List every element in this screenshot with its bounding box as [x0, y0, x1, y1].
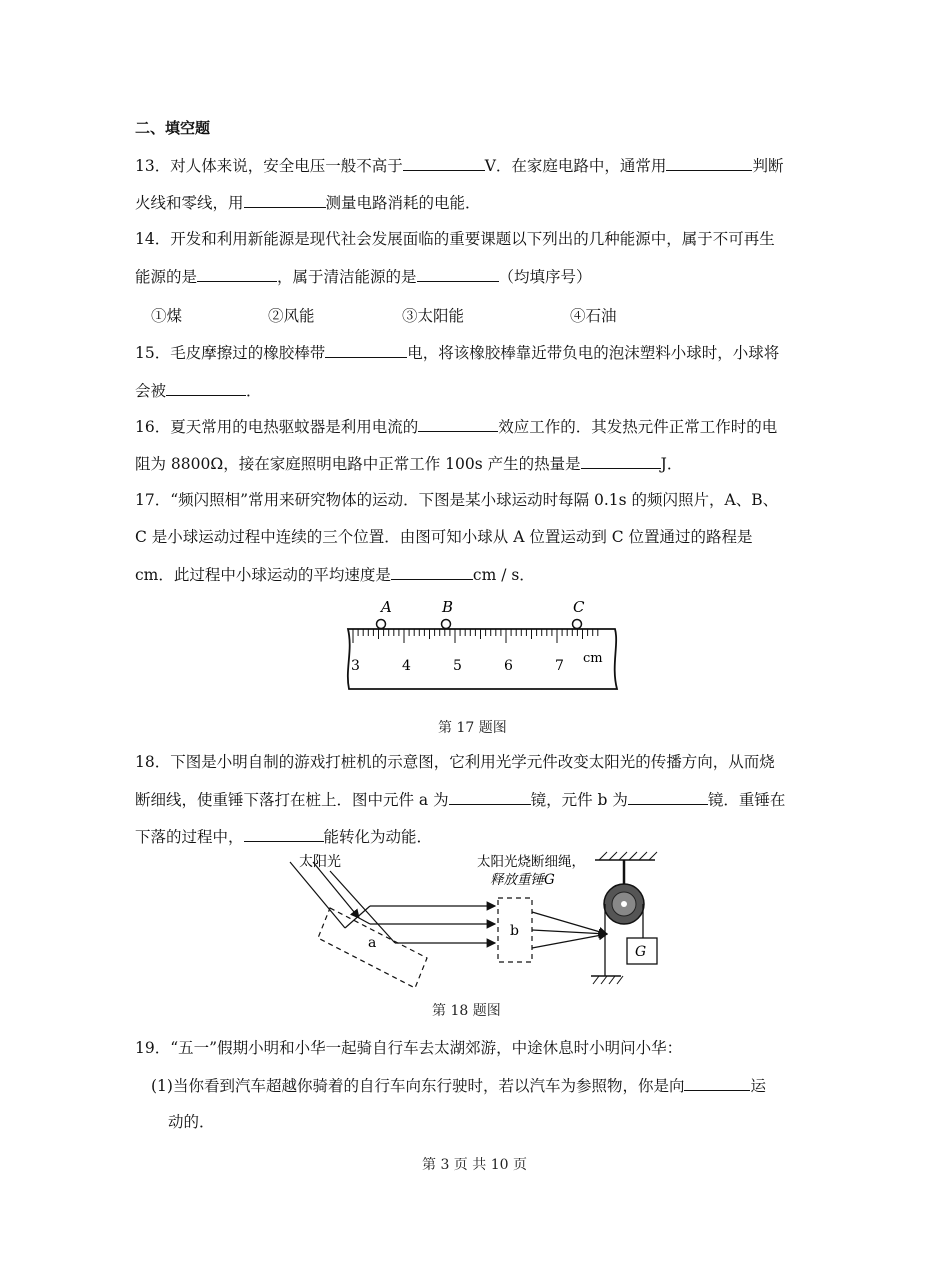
- q15-line-1: [135, 342, 779, 363]
- tick-label-4: 4: [402, 658, 411, 674]
- q14-blank-2[interactable]: [417, 266, 499, 282]
- q17-text-3b: cm / s．: [472, 566, 535, 584]
- q17-line-1: 17．“频闪照相”常用来研究物体的运动．下图是某小球运动时每隔 0.1s 的频闪照片，A、B、: [135, 491, 779, 509]
- q16-text-1b: 效应工作的．其发热元件正常工作时的电: [498, 418, 778, 436]
- q14-option-4: ④石油: [570, 307, 617, 325]
- q19-text-2a: (1)当你看到汽车超越你骑着的自行车向东行驶时，若以汽车为参照物，你是向: [151, 1077, 685, 1095]
- converge-ray-3: [532, 934, 607, 948]
- q14-text-2a: 能源的是: [135, 268, 198, 286]
- q19-line-3: 动的．: [168, 1113, 215, 1131]
- q19-blank-1[interactable]: [684, 1075, 750, 1091]
- q16-blank-1[interactable]: [418, 416, 498, 432]
- q13-text-2b: 测量电路消耗的电能．: [325, 194, 481, 212]
- q13-blank-3[interactable]: [244, 192, 326, 208]
- q13-text-2a: 火线和零线，用: [135, 194, 244, 212]
- incoming-ray-2: [313, 862, 359, 918]
- q17-line-2: C 是小球运动过程中连续的三个位置．由图可知小球从 A 位置运动到 C 位置通过的路程是: [135, 528, 753, 546]
- q15-text-2b: ．: [246, 382, 262, 400]
- ball-b: [442, 620, 451, 629]
- q15-blank-2[interactable]: [166, 380, 246, 396]
- q14-option-2: ②风能: [268, 307, 315, 325]
- q13-text-1a: 13．对人体来说，安全电压一般不高于: [135, 157, 403, 175]
- q14-blank-1[interactable]: [197, 266, 277, 282]
- q18-text-2b: 镜，元件 b 为: [530, 791, 628, 809]
- q18-line-3: [135, 826, 432, 847]
- q18-line-1: 18．下图是小明自制的游戏打桩机的示意图，它利用光学元件改变太阳光的传播方向，从而烧: [135, 753, 775, 771]
- q16-text-2a: 阻为 8800Ω，接在家庭照明电路中正常工作 100s 产生的热量是: [135, 455, 581, 473]
- q19-text-2b: 运: [750, 1077, 766, 1095]
- tick-label-3: 3: [351, 658, 360, 674]
- q15-blank-1[interactable]: [325, 342, 407, 358]
- ground-hatch: [593, 976, 623, 984]
- q16-text-2b: J．: [660, 455, 683, 473]
- q16-line-1: [135, 416, 777, 437]
- ruler-figure: [335, 596, 625, 701]
- tick-label-6: 6: [504, 658, 513, 674]
- q14-text-2c: （均填序号）: [498, 268, 592, 286]
- q15-text-1a: 15．毛皮摩擦过的橡胶棒带: [135, 344, 326, 362]
- incoming-ray-1: [290, 862, 345, 928]
- figure-17-caption: 第 17 题图: [438, 720, 507, 736]
- tick-label-5: 5: [453, 658, 462, 674]
- q13-line-2: [135, 192, 481, 213]
- sunlight-label: 太阳光: [299, 854, 341, 870]
- ceiling-hatch: [599, 852, 657, 860]
- note-line-2: 释放重锤G: [490, 872, 555, 888]
- q18-line-2: [135, 789, 785, 810]
- pile-driver-figure: [285, 848, 665, 993]
- q13-blank-2[interactable]: [666, 155, 752, 171]
- reflect-seg-2: [359, 918, 370, 924]
- q18-text-2a: 断细线，使重锤下落打在桩上．图中元件 a 为: [135, 791, 449, 809]
- q13-text-1b: V．在家庭电路中，通常用: [484, 157, 667, 175]
- q18-blank-3[interactable]: [244, 826, 324, 842]
- incoming-ray-3: [330, 871, 395, 943]
- q15-line-2: [135, 380, 262, 401]
- point-label-c: C: [573, 598, 585, 616]
- q18-blank-2[interactable]: [628, 789, 708, 805]
- q14-option-3: ③太阳能: [402, 307, 465, 325]
- section-heading: 二、填空题: [135, 119, 211, 137]
- page-footer: 第 3 页 共 10 页: [422, 1157, 527, 1173]
- q18-text-2c: 镜．重锤在: [707, 791, 786, 809]
- tick-label-7: 7: [555, 658, 564, 674]
- ruler-unit: cm: [583, 651, 603, 666]
- q19-line-2: [151, 1075, 766, 1096]
- ball-c: [573, 620, 582, 629]
- q17-line-3: [135, 564, 535, 585]
- element-a-label: a: [368, 935, 377, 951]
- q14-option-1: ①煤: [151, 307, 183, 325]
- q18-text-3b: 能转化为动能．: [323, 828, 433, 846]
- q14-line-2: [135, 266, 592, 287]
- weight-label: G: [635, 944, 647, 960]
- note-line-1: 太阳光烧断细绳，: [477, 854, 585, 870]
- q13-line-1: [135, 155, 783, 176]
- q17-blank-1[interactable]: [391, 564, 473, 580]
- figure-18-caption: 第 18 题图: [432, 1003, 501, 1019]
- q15-text-1b: 电，将该橡胶棒靠近带负电的泡沫塑料小球时，小球将: [407, 344, 780, 362]
- pulley-axle: [621, 901, 627, 907]
- q14-text-2b: ，属于清洁能源的是: [277, 268, 417, 286]
- q13-blank-1[interactable]: [403, 155, 485, 171]
- q18-blank-1[interactable]: [449, 789, 531, 805]
- q15-text-2a: 会被: [135, 382, 167, 400]
- element-b-label: b: [510, 923, 519, 939]
- q17-text-3a: cm．此过程中小球运动的平均速度是: [135, 566, 391, 584]
- q18-text-3a: 下落的过程中，: [135, 828, 244, 846]
- ball-a: [377, 620, 386, 629]
- q13-text-1c: 判断: [752, 157, 784, 175]
- point-label-b: B: [442, 598, 454, 616]
- q19-line-1: 19．“五一”假期小明和小华一起骑自行车去太湖郊游，中途休息时小明问小华：: [135, 1039, 683, 1057]
- q16-blank-2[interactable]: [581, 453, 661, 469]
- ruler-body: [348, 629, 617, 689]
- q14-line-1: 14．开发和利用新能源是现代社会发展面临的重要课题以下列出的几种能源中，属于不可再生: [135, 230, 775, 248]
- q16-text-1a: 16．夏天常用的电热驱蚊器是利用电流的: [135, 418, 419, 436]
- q16-line-2: [135, 453, 682, 474]
- point-label-a: A: [381, 598, 392, 616]
